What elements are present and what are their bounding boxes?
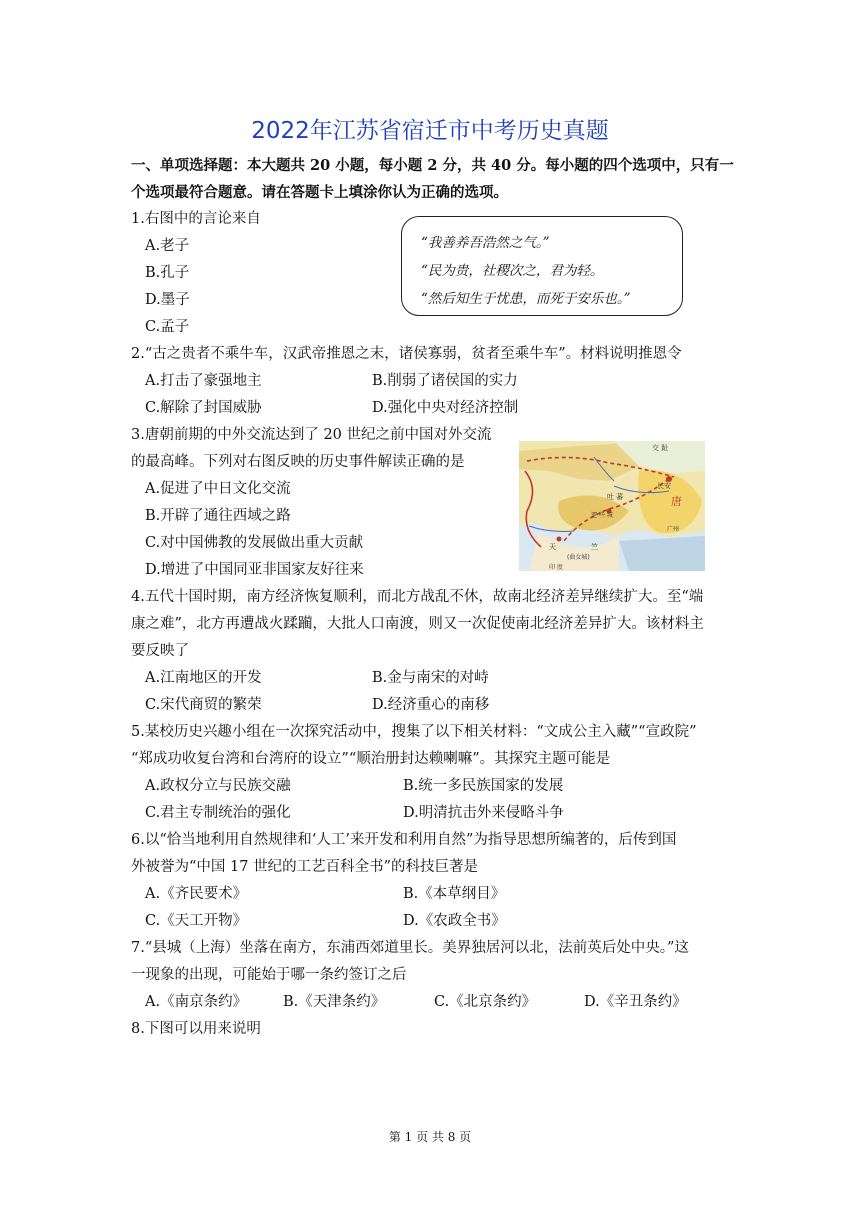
q5-option-b: B.统一多民族国家的发展	[403, 778, 564, 794]
map-label-5: 逻 些 城	[591, 512, 613, 519]
page-title: 2022年江苏省宿迁市中考历史真题	[251, 118, 609, 144]
q1-quote-2: “民为贵，社稷次之，君为轻。	[421, 263, 604, 279]
q7-option-c: C.《北京条约》	[434, 994, 537, 1010]
q3-option-c: C.对中国佛教的发展做出重大贡献	[145, 535, 364, 551]
page-footer: 第 1 页 共 8 页	[388, 1130, 472, 1144]
q5-option-c: C.君主专制统治的强化	[145, 805, 291, 821]
map-label-6: 广州	[667, 526, 680, 533]
q3-option-b: B.开辟了通往西域之路	[145, 508, 291, 524]
q5-option-d: D.明清抗击外来侵略斗争	[403, 805, 564, 821]
section-intro-line-1: 一、单项选择题：本大题共 20 小题，每小题 2 分，共 40 分。每小题的四个选项中，只有一	[131, 157, 734, 174]
q3-option-a: A.促进了中日文化交流	[145, 481, 291, 497]
q1-option-d: D.墨子	[145, 292, 190, 308]
map-label-4: 唐	[671, 495, 682, 508]
q2-option-d: D.强化中央对经济控制	[372, 400, 519, 416]
map-label-1: 交 趾	[652, 444, 669, 452]
q3-map	[519, 441, 705, 571]
q6-option-b: B.《本草纲目》	[403, 886, 506, 902]
q4-option-d: D.经济重心的南移	[372, 697, 490, 713]
q1-quote-1: “我善养吾浩然之气。”	[421, 235, 550, 251]
q2-stem: 2.“古之贵者不乘牛车，汉武帝推恩之末，诸侯寡弱，贫者至乘牛车”。材料说明推恩令	[131, 346, 682, 362]
q5-option-a: A.政权分立与民族交融	[145, 778, 291, 794]
map-label-3: 吐 蕃	[607, 493, 624, 501]
q3-map-figure	[519, 441, 705, 571]
q1-option-a: A.老子	[145, 238, 190, 254]
map-label-8: 竺	[591, 543, 598, 551]
q1-stem: 1.右图中的言论来自	[131, 211, 261, 227]
q4-stem-line-3: 要反映了	[131, 643, 189, 659]
q3-option-d: D.增进了中国同亚非国家友好往来	[145, 562, 364, 578]
q5-stem-line-1: 5.某校历史兴趣小组在一次探究活动中，搜集了以下相关材料：“文成公主入藏”“宣政院”	[131, 724, 697, 740]
q3-stem-line-1: 3.唐朝前期的中外交流达到了 20 世纪之前中国对外交流	[131, 427, 492, 443]
q7-option-d: D.《辛丑条约》	[584, 994, 687, 1010]
q7-option-b: B.《天津条约》	[283, 994, 386, 1010]
q6-stem-line-1: 6.以“恰当地利用自然规律和‘人工’来开发和利用自然”为指导思想所编著的，后传到国	[131, 832, 677, 848]
map-label-9: (曲女城)	[567, 554, 590, 561]
q4-stem-line-2: 康之难”，北方再遭战火蹂躏，大批人口南渡，则又一次促使南北经济差异扩大。该材料主	[131, 616, 704, 632]
q4-option-c: C.宋代商贸的繁荣	[145, 697, 262, 713]
q1-option-c: C.孟子	[145, 319, 190, 335]
map-label-7: 天	[549, 543, 556, 551]
q1-quote-3: “然后知生于忧患，而死于安乐也。”	[421, 291, 631, 307]
q6-option-c: C.《天工开物》	[145, 913, 248, 929]
section-intro-line-2: 个选项最符合题意。请在答题卡上填涂你认为正确的选项。	[131, 184, 508, 201]
q4-stem-line-1: 4.五代十国时期，南方经济恢复顺利，而北方战乱不休，故南北经济差异继续扩大。至“端	[131, 589, 704, 605]
q7-option-a: A.《南京条约》	[145, 994, 248, 1010]
q7-stem-line-1: 7.“县城（上海）坐落在南方，东浦西郊道里长。美界独居河以北，法前英后处中央。”这	[131, 940, 689, 956]
q1-option-b: B.孔子	[145, 265, 190, 281]
q2-option-a: A.打击了豪强地主	[145, 373, 262, 389]
q2-option-b: B.削弱了诸侯国的实力	[372, 373, 518, 389]
map-label-10: 印 度	[549, 564, 563, 571]
q3-stem-line-2: 的最高峰。下列对右图反映的历史事件解读正确的是	[131, 454, 465, 470]
q5-stem-line-2: “郑成功收复台湾和台湾府的设立”“顺治册封达赖喇嘛”。其探究主题可能是	[131, 751, 611, 767]
q6-option-d: D.《农政全书》	[403, 913, 506, 929]
q4-option-b: B.金与南宋的对峙	[372, 670, 489, 686]
q4-option-a: A.江南地区的开发	[145, 670, 262, 686]
q2-option-c: C.解除了封国威胁	[145, 400, 262, 416]
q6-stem-line-2: 外被誉为“中国 17 世纪的工艺百科全书”的科技巨著是	[131, 859, 478, 875]
q1-quote-box	[401, 216, 683, 316]
q8-stem: 8.下图可以用来说明	[131, 1021, 261, 1037]
map-label-2: 长安	[657, 482, 671, 490]
q7-stem-line-2: 一现象的出现，可能始于哪一条约签订之后	[131, 967, 407, 983]
q6-option-a: A.《齐民要术》	[145, 886, 248, 902]
